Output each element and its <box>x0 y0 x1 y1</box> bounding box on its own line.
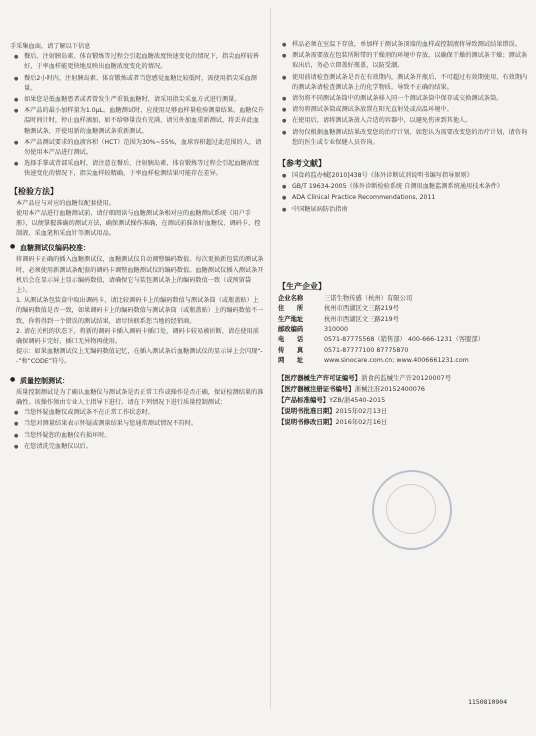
list-item: ● 在您清洗完血糖仪以后。 <box>10 442 265 452</box>
list-item: ● 本产品的最小加样量为1.0μL。血糖测试时，应使用足够血样量检验测量结果。血糖仪升温时间计时，停止血样滴加，如不给够量没有充满，请另外加血重新测试，将丢弃此血糖测试条，开使用新的血糖测试条重新测试。 <box>10 106 265 137</box>
right-column <box>278 0 528 428</box>
info-row <box>278 335 528 345</box>
check-method-para: 本产品应与对应的血糖仪配套使用。 <box>16 199 115 207</box>
info-row <box>278 315 528 325</box>
calibration-title: ● 血糖测试仪编码校准： <box>10 243 265 253</box>
manufacturer-info <box>278 294 528 367</box>
quality-control-list <box>10 408 265 452</box>
license-row <box>278 373 528 384</box>
info-row <box>278 325 528 335</box>
info-value: 0571-87775568（销售部） 400-666-1231（客服部） <box>324 336 484 344</box>
list-item: ● 如果您是低血糖患者或者曾发生严重低血糖时，请采用指尖采血方式进行测量。 <box>10 95 265 105</box>
list-item: ● 样品必须在室温下存放，单加样于测试条顶端的血样或控制液将导致测试结果错误。 <box>278 40 528 50</box>
license-value: 浙械注准20152400076 <box>354 384 425 393</box>
list-item: 2. 请在关机的状态下，将新的调码卡插入调码卡插口处，调码卡较易被折断，请在使用前确保调码卡完好、插口无异物再使用。 <box>16 327 259 346</box>
list-item: ● 当您对测量结果表示怀疑或测量结果与您通常测试情况不符时。 <box>10 419 265 429</box>
info-row <box>278 294 528 304</box>
license-row <box>278 406 528 417</box>
list-item: ● 测试条需要放在包装所附带的干燥剂的环境中存放，以确保干燥的测试条干燥；测试条取出后，务必立即盖好瓶盖，以防受潮。 <box>278 51 528 71</box>
info-value: www.sinocare.com.cn; www.4006661231.com <box>324 357 469 365</box>
info-key: 电 话 <box>278 336 304 344</box>
calibration-para: 将调码卡正确的插入血糖测试仪，血糖测试仪自动调整编码数值。每次更换新包装的测试条时，必须使用新测试条配套的调码卡调整血糖测试仪的编码数值。血糖测试仪插入测试条开机后会在显示屏上显示编码数值，请确保它与装包测试条上的编码数值一致（或预留袋上）。 <box>16 256 264 295</box>
intro-bullet-list <box>10 52 265 179</box>
info-key: 住 所 <box>278 305 304 313</box>
document-number: 1150810904 <box>468 698 508 706</box>
license-key: 【医疗器械注册证书编号】 <box>278 384 355 393</box>
left-column <box>10 0 265 453</box>
license-row <box>278 417 528 428</box>
license-key: 【产品标准编号】 <box>278 395 330 404</box>
check-method-title: 【检验方法】 <box>10 186 58 196</box>
license-value: 2016年02月16日 <box>335 417 388 426</box>
info-row <box>278 304 528 314</box>
license-value: 2015年02月13日 <box>335 406 388 415</box>
manufacturer-title: 【生产企业】 <box>278 281 326 291</box>
list-item: ● 在使用后，请将测试条放入合适的容器中，以避免伤害到其他人。 <box>278 116 528 126</box>
list-item: ● 选择手掌或背部采血时，请注意在餐后、注射胰岛素、体育锻炼等过程会引起血糖浓度快速变化的情况下，指尖血样较精确，于率血样检测结果可能存在差异。 <box>10 159 265 179</box>
info-value: 0571-87777100 87775870 <box>324 346 409 354</box>
license-value: 浙食药监械生产许20120007号 <box>361 373 452 382</box>
info-value: 杭州市西湖区文三路219号 <box>324 305 399 313</box>
list-item: ● 请勿将测试条筒或测试条放置在阳光直射处或高温环境中。 <box>278 105 528 115</box>
list-item: ● 中国糖尿病防治指南 <box>278 205 528 215</box>
reference-list <box>278 171 528 215</box>
license-row <box>278 395 528 406</box>
license-row <box>278 384 528 395</box>
caution-list <box>278 40 528 148</box>
info-row <box>278 346 528 356</box>
license-key: 【医疗器械生产许可证编号】 <box>278 373 362 382</box>
info-value: 三诺生物传感（杭州）有限公司 <box>324 294 413 302</box>
column-divider <box>270 8 271 708</box>
list-item: 提示：如果血糖测试仪上无编码数值记忆，在插入测试条后血糖测试仪的显示屏上会闪现“--”和“CODE”符号。 <box>16 348 263 366</box>
info-row <box>278 356 528 366</box>
license-key: 【说明书修改日期】 <box>278 417 336 426</box>
list-item: ● 使用前请检查测试条是否在有效期内，测试条开瓶后，不可超过有效期使用，有效期内的测试条请检查测试条上的化学物质，导致不正确的结果。 <box>278 73 528 93</box>
list-item: ● GB/T 19634-2005《体外诊断检验系统 自测用血糖监测系统通用技术条件》 <box>278 182 528 192</box>
info-value: 杭州市西湖区文三路219号 <box>324 315 399 323</box>
calibration-steps <box>10 296 265 367</box>
check-method-para: 使用本产品进行血糖测试前，请仔细阅读与血糖测试条相对应的血糖测试系统《用户手册》，以便掌握准确的测试方法，确保测试操作准确，在测试前准备好血糖仪、调码卡、控制液、采血笔和采血针等测试用品。 <box>16 209 261 238</box>
company-seal-inner-ring <box>386 484 436 534</box>
info-key: 生产地址 <box>278 315 304 323</box>
list-item: ● ADA Clinical Practice Recommendations, 2011 <box>278 193 528 203</box>
list-item: ● 餐后2小时内，注射胰岛素、体育锻炼或者当您感觉血糖比较低时，需使用指尖采血测量。 <box>10 74 265 94</box>
list-item: ● 当您怀疑血糖仪或测试条不在正常工作状态时。 <box>10 408 265 418</box>
info-key: 网 址 <box>278 357 304 365</box>
references-title: 【参考文献】 <box>278 159 326 169</box>
info-key: 邮政编码 <box>278 326 304 334</box>
intro-line: 手采集血面，请了解以下信息 <box>10 43 91 50</box>
license-value: YZB/浙4540-2015 <box>329 395 386 404</box>
quality-control-para: 质量控制测试是为了确认血糖仪与测试条是否正常工作或操作是否正确，保证检测结果的准确性。该操作须由专业人士指导下进行。请在下列情况下进行质量控制测试： <box>16 388 264 406</box>
list-item: ● 请勿仅根据血糖测试结果改变您的治疗计划，如您认为需要改变您的治疗计划，请咨询您的医生或专业保健人员咨询。 <box>278 128 528 148</box>
info-value: 310000 <box>324 326 349 334</box>
info-key: 传 真 <box>278 346 304 354</box>
info-key: 企业名称 <box>278 294 304 302</box>
list-item: ● 餐后、注射胰岛素、体育锻炼等过程会引起血糖浓度快速变化的情况下，指尖血样较皆好，于率血样能更快地反映出血糖浓度变化的情况。 <box>10 52 265 72</box>
license-info <box>278 373 528 428</box>
list-item: 1. 从测试条包装盒中取出调码卡，请比较调码卡上的编码数值与测试条筒（或瓶盖贴）上的编码数值是否一致，如果调码卡上的编码数值与测试条筒（或瓶盖贴）上的编码数值不一致，你将得到一个错误的测试结果，请尽快联系您当地的经销商。 <box>16 297 264 325</box>
list-item: ● 当您怀疑您的血糖仪有损坏时。 <box>10 431 265 441</box>
list-item: ● 国食药监办械[2010]438号《体外诊断试剂说明书编写指导原则》 <box>278 171 528 181</box>
quality-control-title: ● 质量控制测试： <box>10 376 265 386</box>
list-item: ● 本产品测试要求的血液容积（HCT）范围为30%~55%，血球容积超过此范围的人，请勿使用本产品进行测试。 <box>10 138 265 158</box>
license-key: 【说明书批准日期】 <box>278 406 336 415</box>
list-item: ● 请勿将不同测试条筒中的测试条移入同一个测试条筒中保存或交换测试条筒。 <box>278 94 528 104</box>
company-seal-stamp <box>372 470 452 550</box>
